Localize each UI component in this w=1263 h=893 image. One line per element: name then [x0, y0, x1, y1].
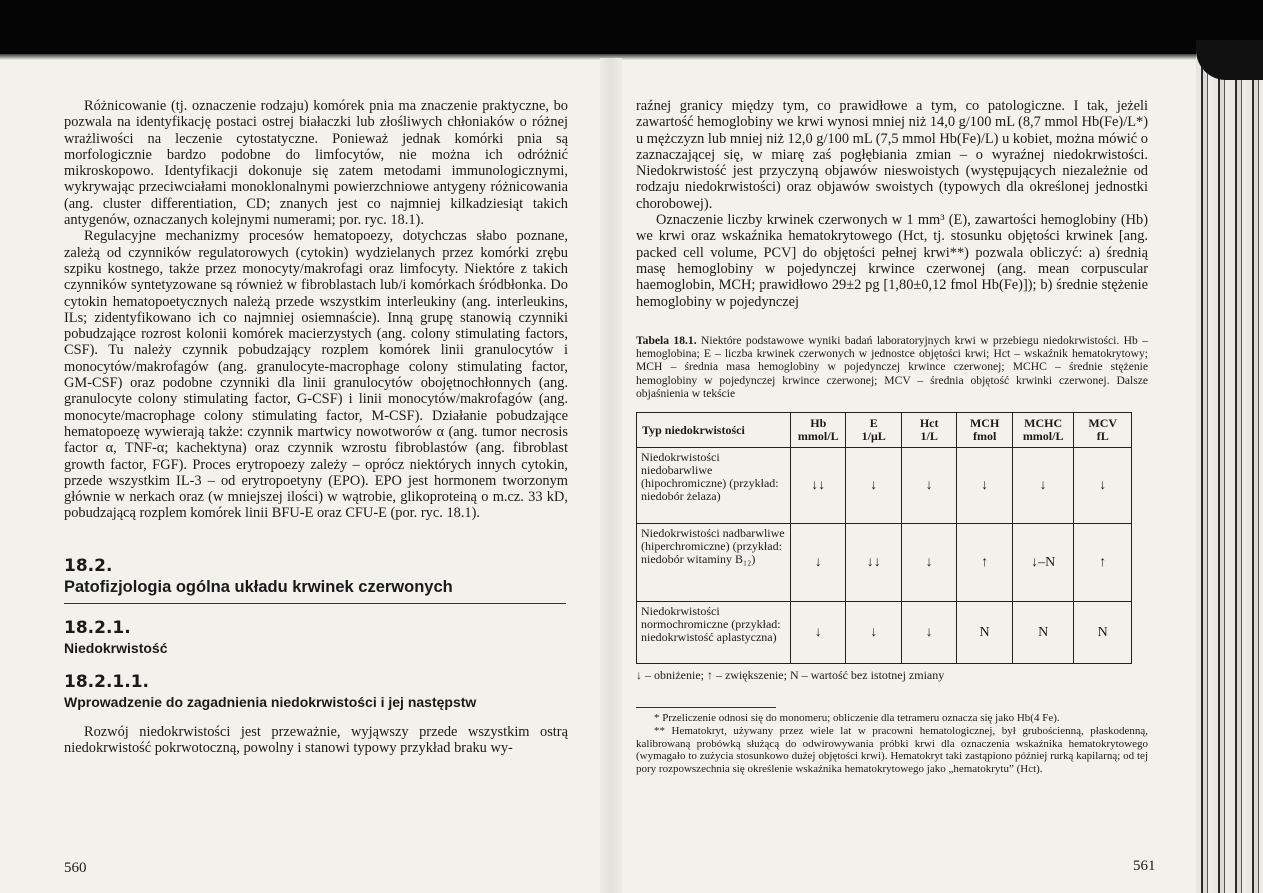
row-type-hypochromic: Niedokrwistości niedobarwliwe (hipochromiczne) (przykład: niedobór żelaza) — [637, 448, 791, 524]
scan-shadow-fade — [0, 54, 1263, 60]
paragraph-anemia-threshold: raźnej granicy między tym, co prawidłowe a tym, co patologiczne. I tak, jeżeli zawartość hemoglobiny we krwi wynosi mniej niż 14,0 g/100 mL (8,7 mmol Hb(Fe)/L*) u mężczyzn lub mniej niż 12,0 g/100 mL (7,5 mmol Hb(Fe)/L) u kobiet, można mówić o zaznaczającej się, w miarę zaś pogłębiania zmian – o wyraźnej niedokrwistości. Niedokrwistość jest przyczyną objawów nieswoistych (występujących niezależnie od rodzaju niedokrwistości) oraz objawów swoistych (typowych dla określonej jednostki chorobowej). — [636, 98, 1148, 212]
cell-value: ↓ — [901, 448, 956, 524]
section-number-18-2-1: 18.2.1. — [64, 617, 131, 638]
header-hct: Hct 1/L — [901, 413, 956, 448]
table-legend: ↓ – obniżenie; ↑ – zwiększenie; N – wartość bez istotnej zmiany — [636, 668, 945, 683]
section-title-18-2-1-1: Wprowadzenie do zagadnienia niedokrwistości i jej następstw — [64, 693, 477, 710]
table-header-row — [637, 413, 1132, 448]
right-page — [636, 98, 1148, 775]
footnote-2: ** Hematokryt, używany przez wiele lat w pracowni hematologicznej, był grubościenną, płaskodenną, kalibrowaną probówką służącą do odwirowywania próbki krwi dla oznaczenia wskaźnika hematokrytowego (wymagało to zużycia stosunkowo dużej objętości krwi). Hematokryt taki zastąpiono później rurką kapilarną; od tej pory rozpowszechnia się określenie wskaźnika hematokrytowego jako „hematokrytu” (Hct). — [636, 724, 1148, 775]
book-gutter — [600, 58, 622, 893]
cell-value: ↓ — [1074, 448, 1132, 524]
cell-value: ↓↓ — [791, 448, 846, 524]
table-caption — [636, 334, 1148, 400]
cell-value: ↓ — [791, 524, 846, 602]
header-mcv: MCV fL — [1074, 413, 1132, 448]
cell-value: ↓ — [957, 448, 1012, 524]
table-caption-text: Niektóre podstawowe wyniki badań laboratoryjnych krwi w przebiegu niedokrwistości. Hb – hemoglobina; E – liczba krwinek czerwonych w jednostce objętości krwi; Hct – wskaźnik hematokrytowy; MCH – średnia masa hemoglobiny w pojedynczej krwince czerwonej; MCHC – średnie stężenie hemoglobiny w pojedynczej krwince czerwonej; MCV – średnia objętość krwinki czerwonej. Dalsze objaśnienia w tekście — [636, 333, 1148, 401]
cell-value: ↓–N — [1012, 524, 1074, 602]
paragraph-red-cell-indices: Oznaczenie liczby krwinek czerwonych w 1 mm³ (E), zawartości hemoglobiny (Hb) we krwi oraz wskaźnika hematokrytowego (Hct, tj. stosunku objętości krwinek [ang. packed cell volume, PCV] do objętości pełnej krwi**) pozwala obliczyć: a) średnią masę hemoglobiny w pojedynczej krwince czerwonej (ang. mean corpuscular haemoglobin, MCH; prawidłowo 29±2 pg [1,80±0,12 fmol Hb(Fe)]); b) średnie stężenie hemoglobiny w pojedynczej — [636, 212, 1148, 310]
paragraph-hematopoiesis-regulation: Regulacyjne mechanizmy procesów hematopoezy, dotychczas słabo poznane, zależą od czynników regulatorowych (cytokin) wydzielanych przez komórki zrębu szpiku kostnego, także przez monocyty/makrofagi oraz limfocyty. Niektóre z takich czynników syntetyzowane są również w fibroblastach lub/i komórkach śródbłonka. Do cytokin hematopoetycznych należą przede wszystkim interleukiny (ang. interleukins, ILs; zidentyfikowano ich co najmniej osiemnaście). Inną grupę stanowią czynniki pobudzające rozrost kolonii komórek macierzystych (ang. colony stimulating factors, CSF). Tu należy czynnik pobudzający rozplem komórek linii granulocytów i monocytów/makrofagów (ang. granulocyte-macrophage colony stimulating factor, GM-CSF) oraz podobne czynniki dla linii granulocytów obojętnochłonnych (ang. granulocyte colony stimulating factor, G-CSF) i linii monocytów/makrofagów (ang. monocyte/macrophage colony stimulating factor, M-CSF). Działanie pobudzające hematopoezę wywierają także: czynnik martwicy nowotworów α (ang. tumor necrosis factor α, TNF-α; kachektyna) oraz czynnik wzrostu fibroblastów (ang. fibroblast growth factor, FGF). Proces erytropoezy zależy – oprócz niektórych innych cytokin, przede wszystkim IL-3 – od erytropoetyny (EPO). EPO jest hormonem tworzonym głównie w nerkach oraz (w mniejszej ilości) w wątrobie, glikoproteiną o m.cz. 33 kD, pobudzającą rozplem komórek linii BFU-E oraz CFU-E (por. ryc. 18.1). — [64, 228, 568, 522]
header-hb: Hb mmol/L — [791, 413, 846, 448]
paragraph-anemia-intro: Rozwój niedokrwistości jest przeważnie, wyjąwszy przede wszystkim ostrą niedokrwistość pokrwotoczną, powolny i stanowi typowy przykład braku wy- — [64, 723, 568, 757]
paragraph-stem-cells: Różnicowanie (tj. oznaczenie rodzaju) komórek pnia ma znaczenie praktyczne, bo pozwala na identyfikację postaci ostrej białaczki lub złośliwych chłoniaków o różnej wrażliwości na leczenie cytostatyczne. Ponieważ jednak komórki pnia są morfologicznie bardzo podobne do limfocytów, nie można ich odróżnić mikroskopowo. Identyfikacji dokonuje się zatem metodami immunologicznymi, wykrywając przeciwciałami monoklonalnymi powierzchniowe antygeny różnicowania (ang. cluster differentiation, CD; znanych jest co najmniej kilkadziesiąt takich antygenów, oznaczanych kolejnymi numerami; por. ryc. 18.1). — [64, 98, 568, 229]
section-number-18-2-1-1: 18.2.1.1. — [64, 671, 149, 692]
section-number-18-2: 18.2. — [64, 555, 113, 576]
section-title-18-2: Patofizjologia ogólna układu krwinek czerwonych — [64, 577, 453, 596]
table-row — [637, 448, 1132, 524]
cell-value: ↓ — [1012, 448, 1074, 524]
cell-value: ↓↓ — [846, 524, 901, 602]
cell-value: ↑ — [957, 524, 1012, 602]
row-type-hyperchromic: Niedokrwistości nadbarwliwe (hiperchromiczne) (przykład: niedobór witaminy B₁₂) — [637, 524, 791, 602]
cell-value: N — [957, 602, 1012, 664]
row-type-normochromic: Niedokrwistości normochromiczne (przykład: niedokrwistość aplastyczna) — [637, 602, 791, 664]
table-row — [637, 602, 1132, 664]
table-caption-label: Tabela 18.1. — [636, 333, 697, 347]
cell-value: ↓ — [901, 524, 956, 602]
cell-value: N — [1074, 602, 1132, 664]
header-mch: MCH fmol — [957, 413, 1012, 448]
cell-value: ↑ — [1074, 524, 1132, 602]
section-title-18-2-1: Niedokrwistość — [64, 639, 168, 656]
scan-top-shadow — [0, 0, 1263, 54]
cell-value: ↓ — [846, 448, 901, 524]
table-row — [637, 524, 1132, 602]
header-e: E 1/μL — [846, 413, 901, 448]
header-type: Typ niedokrwistości — [637, 413, 791, 448]
cell-value: N — [1012, 602, 1074, 664]
cell-value: ↓ — [791, 602, 846, 664]
cell-value: ↓ — [901, 602, 956, 664]
header-mchc: MCHC mmol/L — [1012, 413, 1074, 448]
cell-value: ↓ — [846, 602, 901, 664]
page-number-left: 560 — [64, 860, 87, 876]
page-number-right: 561 — [1133, 858, 1156, 874]
footnote-1: * Przeliczenie odnosi się do monomeru; obliczenie dla tetrameru oznacza się jako Hb(4 Fe). — [654, 712, 1060, 725]
anemia-lab-table — [636, 412, 1132, 664]
left-page — [64, 98, 568, 756]
page-edges — [1196, 40, 1263, 893]
